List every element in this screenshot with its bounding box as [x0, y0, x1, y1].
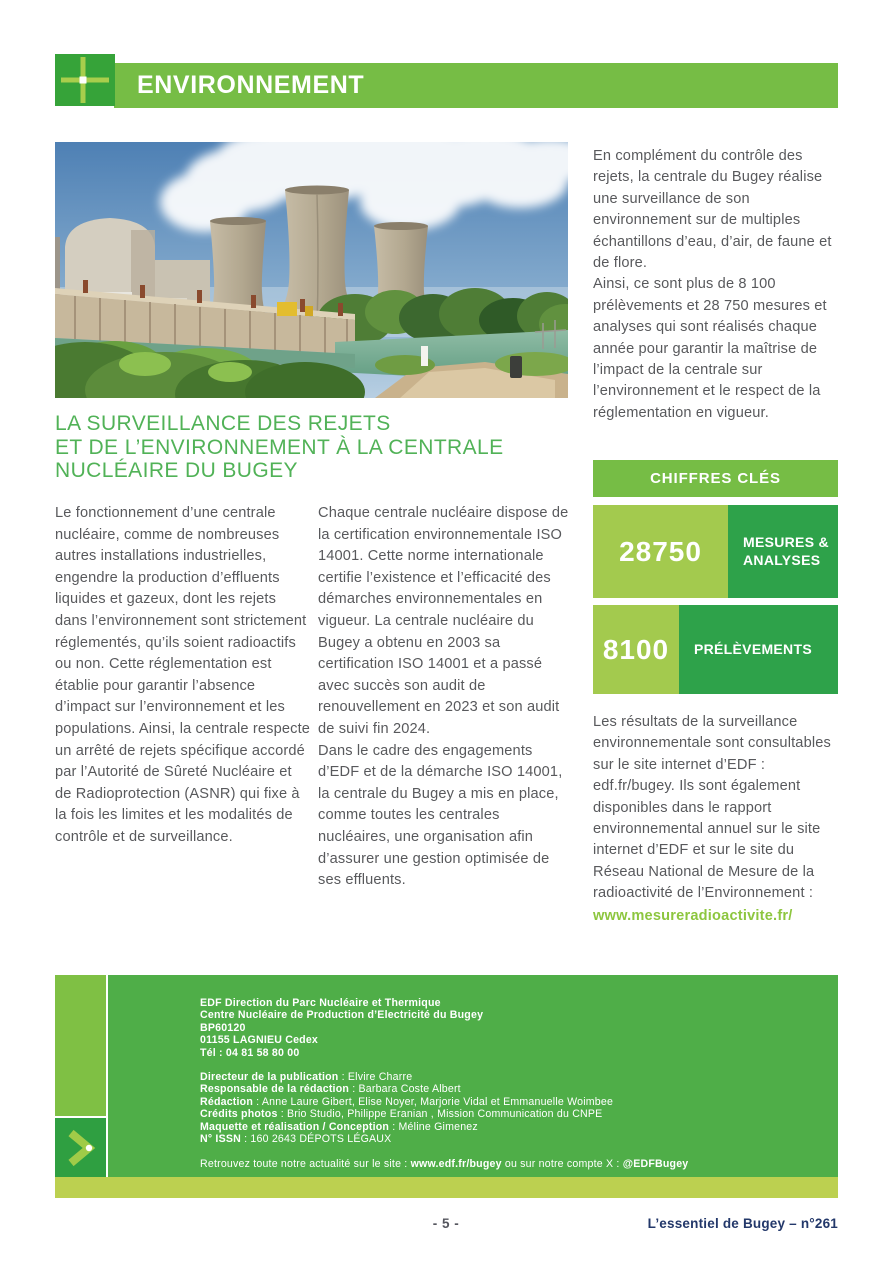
article-heading [55, 412, 504, 483]
footer-rail [55, 975, 106, 1116]
results-block [593, 712, 838, 927]
yellow-gantry [277, 302, 297, 316]
edition-label: L’essentiel de Bugey – n°261 [647, 1216, 838, 1231]
body-paragraph: Le fonctionnement d’une centrale nucléaire, comme de nombreuses autres installations industrielles, engendre la production d’effluents liquides et gazeux, dont les rejets dans l’environnement sont strictement réglementés, qu’ils soient radioactifs ou non. Cette réglementation est établie pour garantir l’absence d’impact sur l’environnement et les populations. Ainsi, la centrale respecte un arrêté de rejets spécifique accordé par l’Autorité de Sûreté Nucléaire et de Radioprotection (ASNR) qui fixe à la fois les limites et les modalités de contrôle et de surveillance. [55, 505, 311, 845]
radioactivity-link[interactable]: www.mesureradioactivite.fr/ [593, 907, 793, 924]
page-title: ENVIRONNEMENT [137, 71, 365, 99]
heading-line: NUCLÉAIRE DU BUGEY [55, 459, 298, 482]
stat-label: MESURES & ANALYSES [728, 505, 838, 598]
stat-label: PRÉLÈVEMENTS [679, 605, 838, 694]
credit-line: Responsable de la rédaction : Barbara Coste Albert [200, 1083, 461, 1096]
footer-credits [200, 1071, 818, 1145]
heading-line: LA SURVEILLANCE DES REJETS [55, 412, 391, 435]
address-line: BP60120 [200, 1021, 246, 1034]
results-paragraph: Les résultats de la surveillance environnementale sont consultables sur le site internet d’EDF : edf.fr/bugey. Ils sont également disponibles dans le rapport environnemental annuel sur le site internet d’EDF et sur le site du Réseau National de Mesure de la radioactivité de l’Environnement : [593, 714, 831, 902]
heading-line: ET DE L’ENVIRONNEMENT À LA CENTRALE [55, 435, 504, 459]
credit-line: N° ISSN : 160 2643 DÉPOTS LÉGAUX [200, 1133, 392, 1146]
article-column-1 [55, 503, 311, 849]
body-paragraph: Chaque centrale nucléaire dispose de la certification environnementale ISO 14001. Cette norme internationale certifie l’existence et l’efficacité des démarches environnementales en vigueur. La centrale nucléaire du Bugey a obtenu en 2003 sa certification ISO 14001 et a passé avec succès son audit de renouvellement en 2023 et son audit de suivi fin 2024. [318, 505, 569, 737]
article-column-2 [318, 503, 574, 892]
footer-block [55, 975, 838, 1177]
credit-line: Directeur de la publication : Elvire Charre [200, 1071, 413, 1084]
footer-main [108, 975, 838, 1177]
body-paragraph: Dans le cadre des engagements d’EDF et de la démarche ISO 14001, la centrale du Bugey a mis en place, comme toutes les centrales nucléaires, une organisation afin d’assurer une gestion optimisée de ses effluents. [318, 742, 563, 889]
header-band [114, 63, 838, 108]
chiffres-cles-title: CHIFFRES CLÉS [650, 470, 781, 487]
white-bollard [421, 346, 428, 366]
credit-line: Rédaction : Anne Laure Gibert, Elise Noyer, Marjorie Vidal et Emmanuelle Woimbee [200, 1095, 614, 1108]
credit-line: Maquette et réalisation / Conception : Méline Gimenez [200, 1120, 478, 1133]
stat-row-prelevements [593, 605, 838, 694]
intro-paragraph: En complément du contrôle des rejets, la centrale du Bugey réalise une surveillance de son environnement sur de multiples échantillons d’eau, d’air, de faune et de flore. [593, 148, 832, 272]
dark-post [510, 356, 522, 378]
chevron-icon [55, 1118, 106, 1177]
footer-site-line: Retrouvez toute notre actualité sur le site : www.edf.fr/bugey ou sur notre compte X : @EDFBugey [200, 1158, 689, 1171]
credit-line: Crédits photos : Brio Studio, Philippe Eranian , Mission Communication du CNPE [200, 1108, 603, 1121]
page-number: - 5 - [432, 1216, 460, 1231]
intro-paragraph: Ainsi, ce sont plus de 8 100 prélèvements et 28 750 mesures et analyses qui sont réalisés chaque année pour garantir la maîtrise de l’impact de la centrale sur l’environnement et le respect de la réglementation en vigueur. [593, 276, 827, 421]
sidebar-intro [593, 146, 836, 424]
address-line: EDF Direction du Parc Nucléaire et Thermique [200, 997, 441, 1009]
plus-icon [55, 54, 115, 106]
footer-bottom-bar [55, 1177, 838, 1198]
stat-value: 28750 [593, 505, 728, 598]
plant-photo [55, 142, 568, 398]
stat-row-mesures [593, 505, 838, 598]
address-line: 01155 LAGNIEU Cedex [200, 1034, 319, 1047]
chiffres-cles-header [593, 460, 838, 497]
footer-address [200, 997, 818, 1059]
site-link[interactable]: www.edf.fr/bugey [410, 1158, 502, 1171]
stat-value: 8100 [593, 605, 679, 694]
x-handle-link[interactable]: @EDFBugey [622, 1158, 689, 1171]
address-line: Centre Nucléaire de Production d’Electricité du Bugey [200, 1009, 484, 1022]
address-line: Tél : 04 81 58 80 00 [200, 1046, 300, 1059]
